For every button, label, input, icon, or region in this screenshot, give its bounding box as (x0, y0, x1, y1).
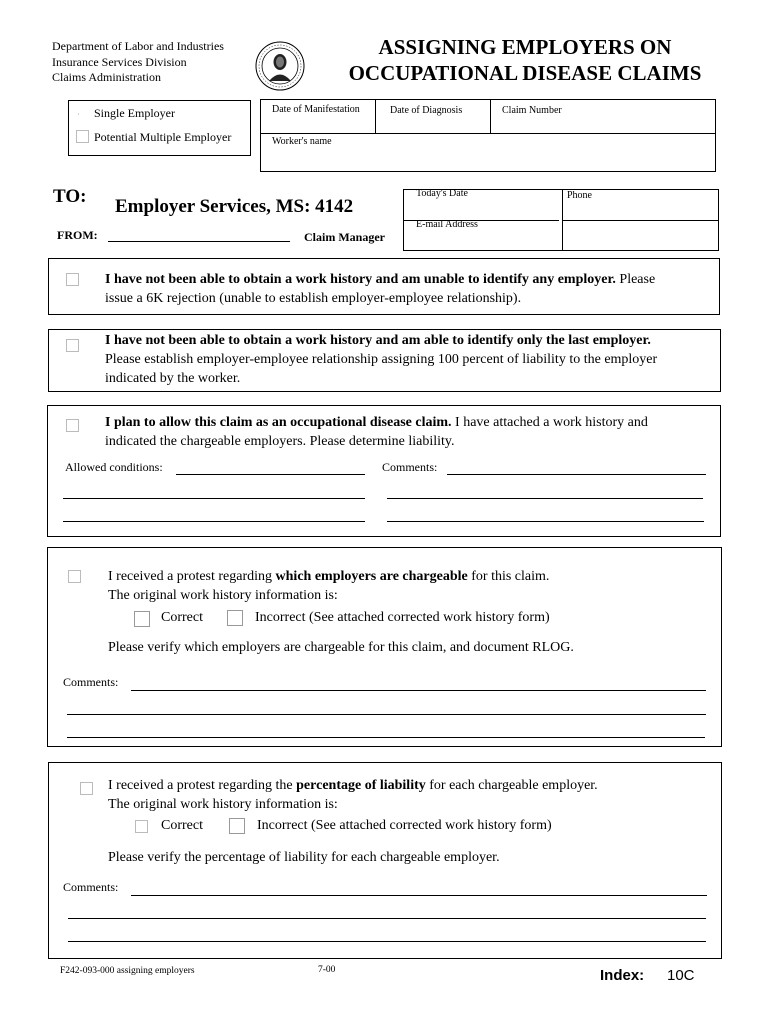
percentage-comments-input[interactable] (131, 895, 707, 896)
department-name: Department of Labor and Industries (52, 39, 224, 53)
chargeable-incorrect-label: Incorrect (See attached corrected work history form) (255, 610, 550, 625)
option-no-employer-text (105, 270, 705, 308)
option-no-employer-text-a: Please (615, 272, 656, 287)
form-id: F242-093-000 assigning employers (60, 966, 195, 976)
protest-percentage-post: for each chargeable employer. (425, 778, 598, 793)
form-date-code: 7-00 (318, 965, 336, 975)
percentage-verify-text: Please verify the percentage of liability for each chargeable employer. (108, 850, 500, 865)
allow-comments-input[interactable] (447, 474, 706, 475)
index-value: 10C (667, 967, 695, 984)
claim-manager-label: Claim Manager (304, 230, 385, 244)
allowed-conditions-label: Allowed conditions: (65, 460, 163, 474)
title-line-2: OCCUPATIONAL DISEASE CLAIMS (348, 61, 702, 85)
allowed-conditions-input[interactable] (176, 474, 365, 475)
single-employer-label[interactable]: Single Employer (94, 106, 175, 120)
protest-percentage-bold: percentage of liability (296, 778, 426, 793)
claim-info-separator (490, 99, 491, 133)
percentage-correct-label: Correct (161, 818, 203, 833)
workers-name-field[interactable]: Worker's name (272, 136, 332, 147)
division-name: Insurance Services Division (52, 54, 187, 69)
chargeable-verify-text: Please verify which employers are chargeable for this claim, and document RLOG. (108, 640, 574, 655)
chargeable-comments-label: Comments: (63, 675, 119, 689)
allow-comments-input[interactable] (387, 521, 704, 522)
page-title (320, 34, 730, 86)
chargeable-incorrect-checkbox[interactable] (227, 610, 243, 626)
percentage-comments-input[interactable] (68, 918, 706, 919)
option-allow-claim-text (105, 413, 715, 451)
claim-number-field[interactable]: Claim Number (502, 105, 562, 116)
option-allow-claim-bold: I plan to allow this claim as an occupational disease claim. (105, 415, 452, 430)
chargeable-comments-input[interactable] (67, 714, 706, 715)
option-allow-claim-checkbox[interactable] (66, 419, 79, 432)
department-block (52, 39, 224, 86)
option-no-employer-checkbox[interactable] (66, 273, 79, 286)
allowed-conditions-input[interactable] (63, 521, 365, 522)
allow-comments-input[interactable] (387, 498, 703, 499)
protest-percentage-checkbox[interactable] (80, 782, 93, 795)
office-name: Claims Administration (52, 70, 162, 84)
percentage-comments-input[interactable] (68, 941, 706, 942)
single-employer-bullet: · (77, 110, 80, 119)
email-address-field[interactable]: E-mail Address (416, 219, 478, 230)
protest-percentage-line2: The original work history information is: (108, 797, 338, 812)
option-last-employer-bold: I have not been able to obtain a work history and am able to identify only the last employer. (105, 333, 651, 348)
option-last-employer-text-b: indicated by the worker. (105, 371, 241, 386)
protest-chargeable-checkbox[interactable] (68, 570, 81, 583)
option-allow-claim-text-b: indicated the chargeable employers. Please determine liability. (105, 434, 455, 449)
todays-date-field[interactable]: Today's Date (416, 188, 468, 199)
percentage-correct-checkbox[interactable] (135, 820, 148, 833)
from-label: FROM: (57, 228, 98, 242)
option-last-employer-checkbox[interactable] (66, 339, 79, 352)
multiple-employer-label: Potential Multiple Employer (94, 130, 232, 144)
chargeable-comments-input[interactable] (67, 737, 705, 738)
protest-chargeable-line2: The original work history information is: (108, 588, 338, 603)
option-no-employer-bold: I have not been able to obtain a work history and am unable to identify any employer. (105, 272, 616, 287)
option-no-employer-text-b: issue a 6K rejection (unable to establish employer-employee relationship). (105, 291, 522, 306)
index-label: Index: (600, 967, 645, 984)
option-last-employer-text-a: Please establish employer-employee relationship assigning 100 percent of liability to the employer (105, 352, 658, 367)
phone-field[interactable]: Phone (567, 190, 592, 201)
percentage-incorrect-checkbox[interactable] (229, 818, 245, 834)
percentage-comments-label: Comments: (63, 880, 119, 894)
protest-chargeable-post: for this claim. (467, 569, 550, 584)
protest-percentage-pre: I received a protest regarding the (108, 778, 297, 793)
chargeable-correct-checkbox[interactable] (134, 611, 150, 627)
chargeable-comments-input[interactable] (131, 690, 706, 691)
state-seal-icon (255, 41, 305, 91)
allowed-conditions-input[interactable] (63, 498, 365, 499)
date-of-diagnosis-field[interactable]: Date of Diagnosis (390, 105, 463, 116)
from-input-line[interactable] (108, 241, 290, 242)
protest-percentage-text (108, 776, 708, 814)
date-of-manifestation-field[interactable]: Date of Manifestation (272, 104, 360, 115)
protest-chargeable-text (108, 567, 708, 605)
claim-info-separator (375, 99, 376, 133)
allow-comments-label: Comments: (382, 460, 438, 474)
multiple-employer-checkbox[interactable] (76, 130, 89, 143)
protest-chargeable-pre: I received a protest regarding (108, 569, 276, 584)
title-line-1: ASSIGNING EMPLOYERS ON (378, 35, 672, 59)
protest-chargeable-bold: which employers are chargeable (275, 569, 468, 584)
option-last-employer-text (105, 331, 715, 388)
to-label: TO: (53, 186, 87, 207)
option-allow-claim-text-a: I have attached a work history and (451, 415, 648, 430)
to-value: Employer Services, MS: 4142 (115, 196, 354, 217)
chargeable-correct-label: Correct (161, 610, 203, 625)
percentage-incorrect-label: Incorrect (See attached corrected work history form) (257, 818, 552, 833)
claim-info-divider (260, 133, 716, 134)
contact-divider (562, 220, 719, 221)
